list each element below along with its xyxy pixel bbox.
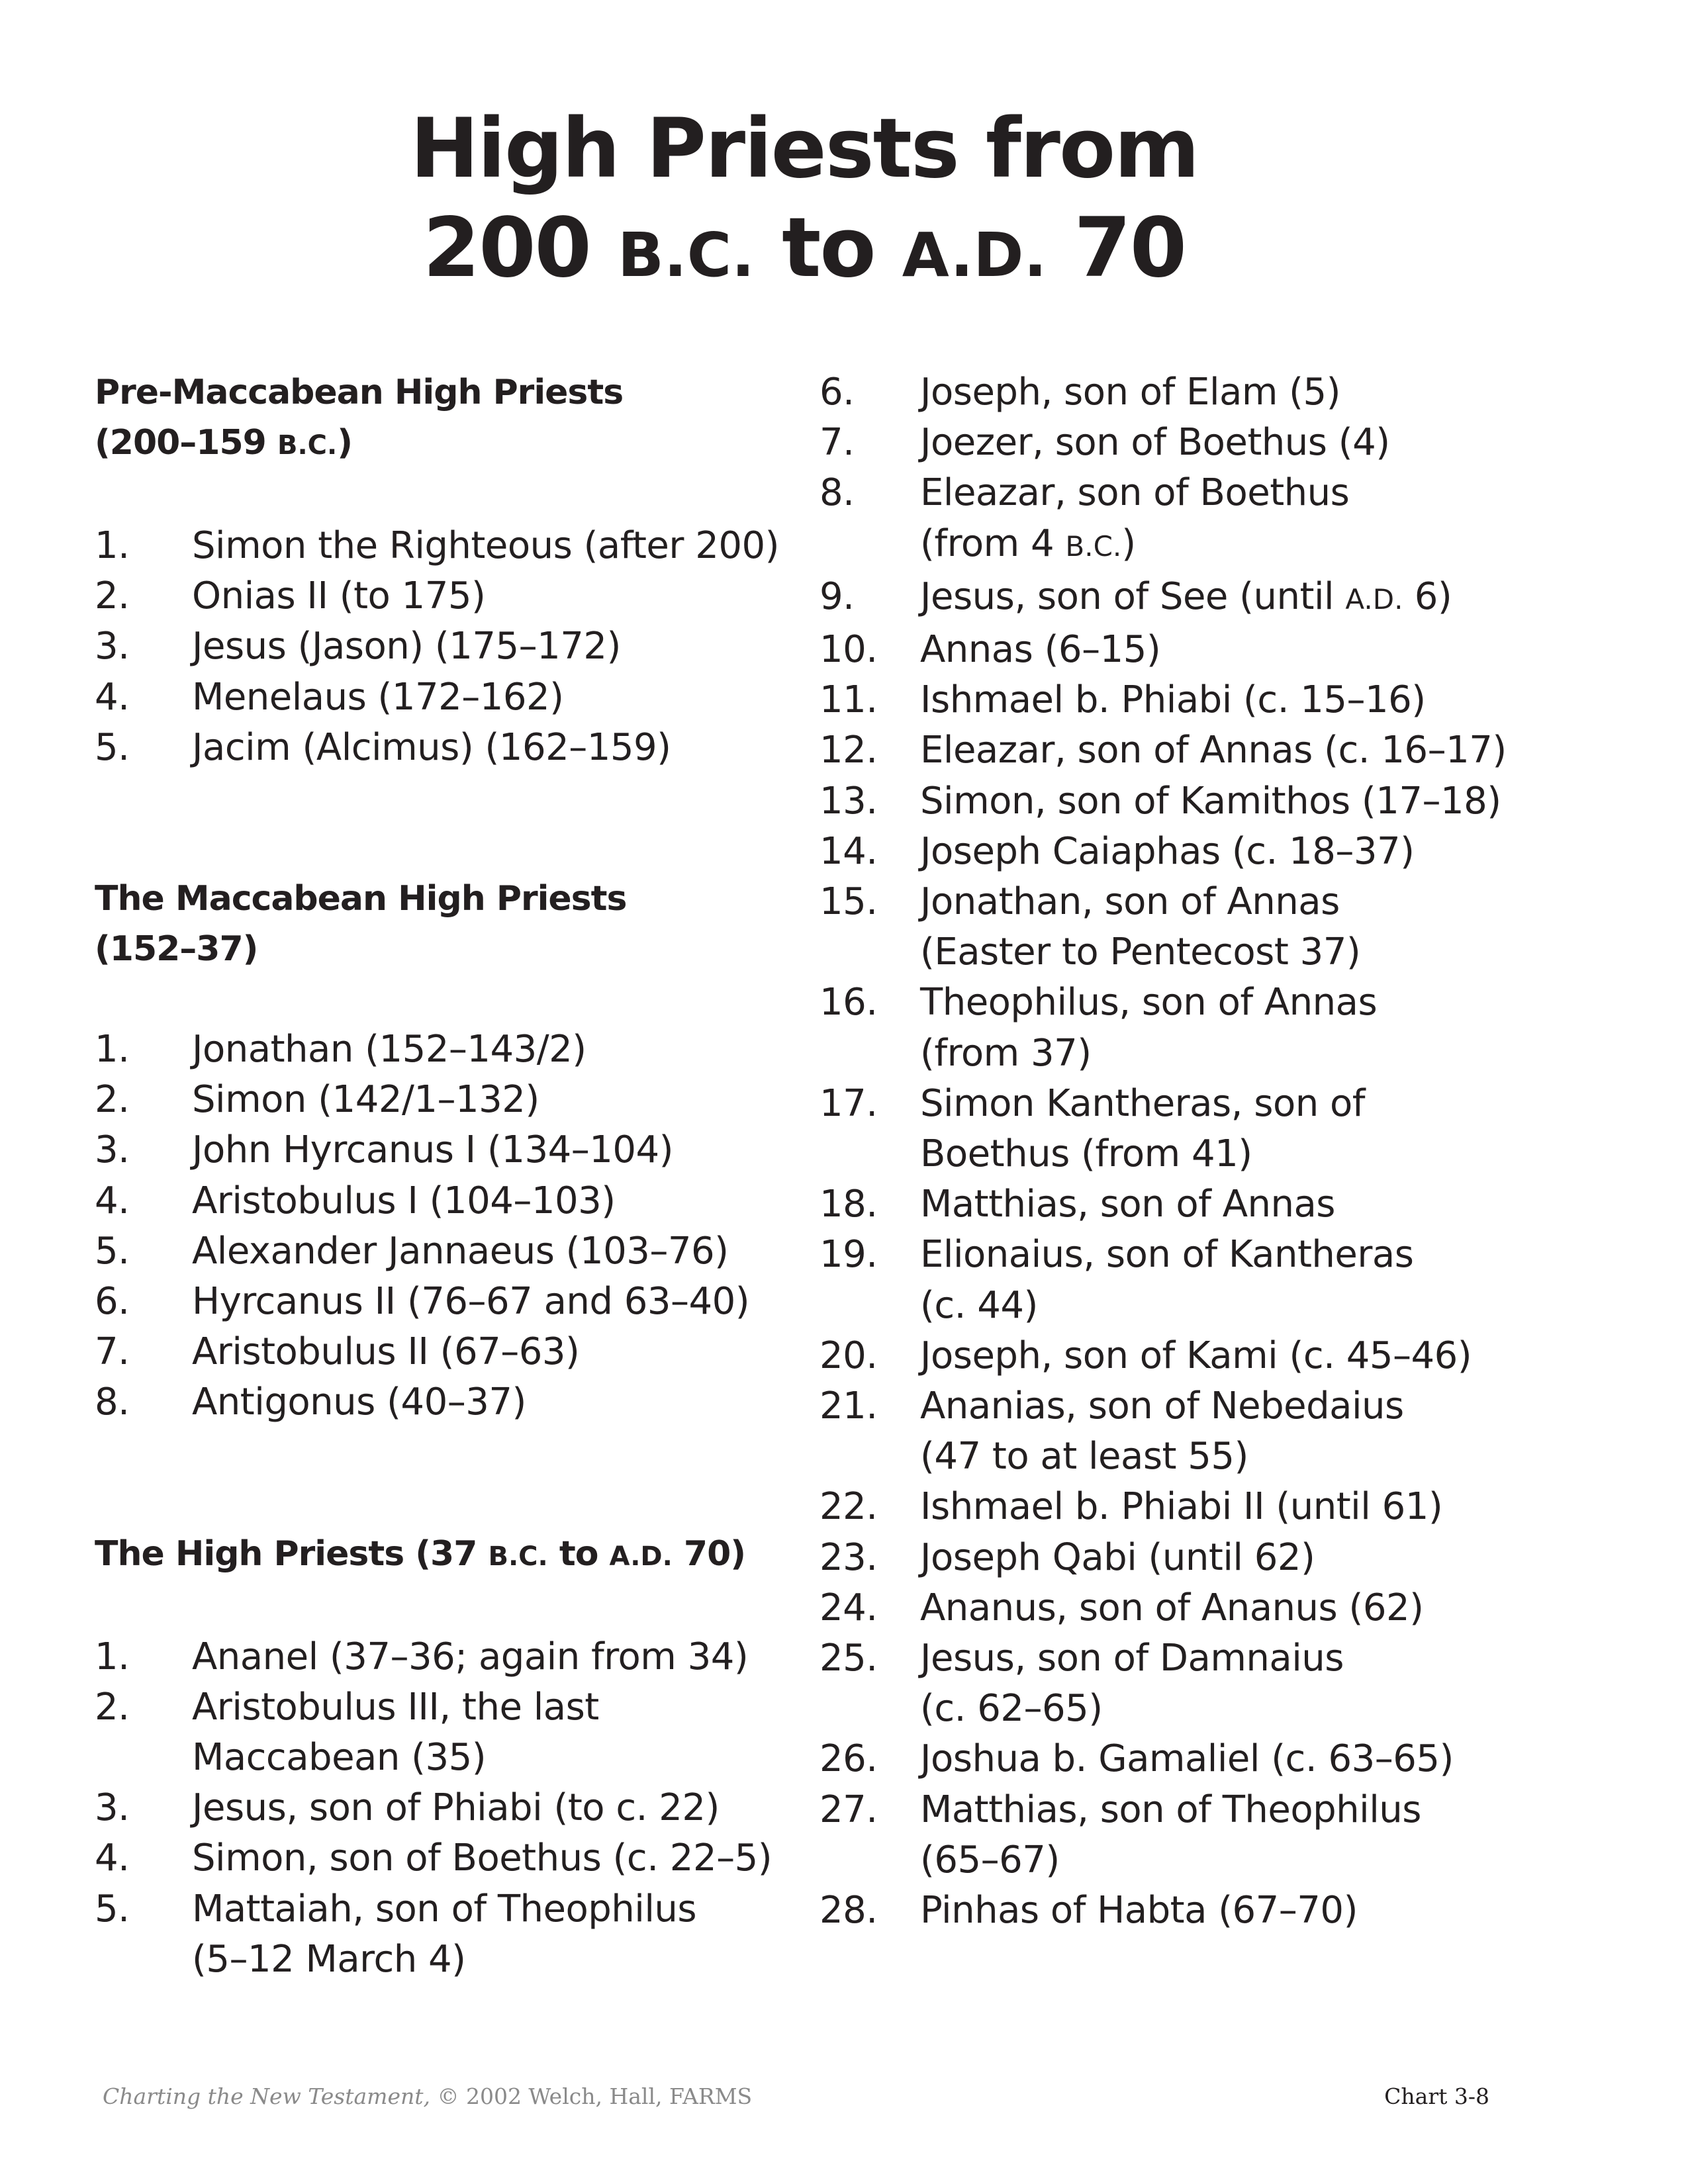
item-text (920, 978, 1594, 1078)
list-item (95, 1075, 796, 1125)
list-item (820, 978, 1594, 1078)
list-item (820, 725, 1594, 776)
item-number: 6. (95, 1280, 130, 1324)
footer-chart-number: Chart 3-8 (1384, 2083, 1489, 2109)
item-text-line-2: (from 37) (920, 1031, 1092, 1075)
title-to: to (754, 201, 902, 296)
item-text: Simon, son of Boethus (c. 22–5) (192, 1837, 773, 1880)
item-text: Pinhas of Habta (67–70) (920, 1889, 1358, 1933)
item-number: 1. (95, 524, 130, 567)
item-text (192, 1682, 796, 1783)
item-text-line-2: (65–67) (920, 1838, 1060, 1882)
list-item (820, 1785, 1594, 1886)
item-number: 5. (95, 1229, 130, 1273)
item-number: 25. (820, 1637, 878, 1680)
item-text: Alexander Jannaeus (103–76) (192, 1229, 729, 1273)
left-column (95, 367, 796, 1985)
item-number: 1. (95, 1635, 130, 1678)
item-text (920, 468, 1594, 571)
item-text (920, 1785, 1594, 1886)
item-text: Menelaus (172–162) (192, 675, 564, 719)
item-text-line-2: Maccabean (35) (192, 1736, 487, 1780)
list-item (95, 1833, 796, 1884)
item-number: 24. (820, 1586, 878, 1629)
list-item (820, 1633, 1594, 1734)
heading-bc: B.C. (277, 430, 338, 461)
item-text-line-1: Mattaiah, son of Theophilus (192, 1887, 697, 1931)
item-text (920, 877, 1594, 978)
item-number: 7. (95, 1330, 130, 1374)
list-item (95, 1783, 796, 1833)
item-number: 16. (820, 981, 878, 1024)
item-text: Jesus, son of Phiabi (to c. 22) (192, 1786, 720, 1830)
item-ad: A.D. (1345, 582, 1403, 615)
item-text: Simon the Righteous (after 200) (192, 524, 779, 567)
item-text: Hyrcanus II (76–67 and 63–40) (192, 1280, 750, 1324)
item-text: Joezer, son of Boethus (4) (920, 421, 1390, 465)
pre-maccabean-list (95, 521, 796, 773)
list-item (820, 1331, 1594, 1381)
item-text: Aristobulus I (104–103) (192, 1179, 616, 1222)
item-text-line-1: Jesus, son of Damnaius (920, 1637, 1344, 1680)
item-text-line-2: (47 to at least 55) (920, 1435, 1248, 1479)
item-text: Simon (142/1–132) (192, 1078, 539, 1122)
list-item (820, 1533, 1594, 1583)
heading-line-2: (152–37) (95, 929, 258, 970)
list-item (820, 1583, 1594, 1633)
list-item (95, 1125, 796, 1175)
item-text-line-1: Simon Kantheras, son of (920, 1081, 1365, 1125)
list-item (95, 1176, 796, 1226)
item-text: Joseph, son of Elam (5) (920, 371, 1340, 414)
item-text-line-1: Ananias, son of Nebedaius (920, 1385, 1404, 1428)
list-item (820, 1179, 1594, 1230)
list-item (820, 1079, 1594, 1179)
list-item (820, 1734, 1594, 1784)
section-high-priests (95, 1529, 796, 1985)
item-number: 4. (95, 1179, 130, 1222)
item-text-part: Jesus, son of See (until (920, 574, 1346, 618)
item-text-line-2: (c. 44) (920, 1283, 1038, 1327)
item-number: 4. (95, 675, 130, 719)
item-number: 3. (95, 625, 130, 668)
item-text: Matthias, son of Annas (920, 1183, 1335, 1226)
section-heading-pre-maccabean (95, 367, 796, 471)
item-number: 3. (95, 1128, 130, 1172)
heading-close: ) (337, 423, 352, 463)
list-item (820, 1482, 1594, 1532)
heading-line-2 (95, 418, 796, 471)
item-number: 17. (820, 1081, 878, 1125)
heading-line-1: Pre-Maccabean High Priests (95, 373, 624, 412)
item-text-line-2: (from 4 (920, 522, 1066, 565)
list-item (95, 672, 796, 723)
section-maccabean (95, 874, 796, 1428)
item-text-line-1: Elionaius, son of Kantheras (920, 1233, 1414, 1277)
list-item (820, 776, 1594, 827)
item-text: Joseph Qabi (until 62) (920, 1535, 1315, 1579)
list-item (820, 418, 1594, 468)
item-text: Ishmael b. Phiabi II (until 61) (920, 1485, 1443, 1529)
item-number: 14. (820, 829, 878, 873)
item-text: Joseph Caiaphas (c. 18–37) (920, 829, 1415, 873)
item-number: 2. (95, 1078, 130, 1122)
list-item (95, 1377, 796, 1428)
item-number: 5. (95, 725, 130, 769)
list-item (95, 571, 796, 621)
item-number: 8. (820, 471, 855, 515)
item-text: Jacim (Alcimus) (162–159) (192, 725, 671, 769)
list-item (95, 1226, 796, 1277)
item-text: Ananel (37–36; again from 34) (192, 1635, 749, 1678)
item-number: 22. (820, 1485, 878, 1529)
list-item (820, 625, 1594, 675)
list-item (820, 675, 1594, 725)
title-bc: B.C. (617, 220, 755, 291)
list-item (95, 723, 796, 773)
right-column (820, 367, 1594, 1936)
heading-line-1: The Maccabean High Priests (95, 879, 627, 919)
list-item (95, 1327, 796, 1377)
item-number: 8. (95, 1381, 130, 1424)
item-number: 5. (95, 1887, 130, 1931)
title-line-2 (0, 199, 1609, 305)
item-text-line-1: Jonathan, son of Annas (920, 880, 1340, 924)
item-number: 20. (820, 1334, 878, 1377)
list-item (820, 1381, 1594, 1482)
item-text: Annas (6–15) (920, 628, 1161, 672)
item-number: 21. (820, 1385, 878, 1428)
heading-ad: A.D. (609, 1541, 673, 1572)
heading-part: The High Priests (37 (95, 1533, 489, 1574)
heading-part: 70) (672, 1533, 746, 1574)
section-pre-maccabean (95, 367, 796, 773)
item-number: 18. (820, 1183, 878, 1226)
item-number: 23. (820, 1535, 878, 1579)
item-text-line-1: Matthias, son of Theophilus (920, 1788, 1421, 1831)
item-number: 27. (820, 1788, 878, 1831)
item-text (192, 1884, 796, 1985)
section-heading-high-priests (95, 1529, 796, 1582)
item-text-line-2: (Easter to Pentecost 37) (920, 931, 1361, 974)
item-text-part: 6) (1403, 574, 1452, 618)
title-line-1: High Priests from (410, 101, 1199, 197)
item-number: 28. (820, 1889, 878, 1933)
item-number: 3. (95, 1786, 130, 1830)
list-item (820, 1230, 1594, 1330)
high-priests-list-right (820, 367, 1594, 1936)
high-priests-list-left (95, 1632, 796, 1985)
list-item (820, 1886, 1594, 1936)
item-text: Joshua b. Gamaliel (c. 63–65) (920, 1737, 1454, 1781)
list-item (95, 521, 796, 571)
item-text (920, 1079, 1594, 1179)
heading-bc: B.C. (488, 1541, 548, 1572)
item-text: Antigonus (40–37) (192, 1381, 526, 1424)
list-item (95, 1682, 796, 1783)
list-item (820, 827, 1594, 877)
item-number: 19. (820, 1233, 878, 1277)
item-number: 2. (95, 574, 130, 618)
footer-source-title: Charting the New Testament, (103, 2083, 430, 2109)
item-text (920, 1633, 1594, 1734)
page-title (0, 99, 1609, 305)
footer-copyright: © 2002 Welch, Hall, FARMS (430, 2083, 753, 2109)
item-number: 2. (95, 1685, 130, 1729)
list-item (95, 1277, 796, 1327)
item-close: ) (1121, 522, 1136, 565)
list-item (95, 621, 796, 672)
item-number: 12. (820, 729, 878, 772)
item-text: John Hyrcanus I (134–104) (192, 1128, 673, 1172)
item-text-line-1: Eleazar, son of Boethus (920, 471, 1350, 515)
item-text: Ishmael b. Phiabi (c. 15–16) (920, 678, 1426, 722)
item-text: Eleazar, son of Annas (c. 16–17) (920, 729, 1507, 772)
list-item (95, 1632, 796, 1682)
heading-part: to (547, 1533, 610, 1574)
list-item (820, 367, 1594, 418)
title-year-start: 200 (422, 201, 618, 296)
item-number: 9. (820, 574, 855, 618)
item-bc: B.C. (1065, 529, 1122, 563)
list-item (95, 1024, 796, 1075)
title-year-end: 70 (1047, 201, 1186, 296)
item-text (920, 572, 1594, 625)
list-item (820, 468, 1594, 571)
item-number: 6. (820, 371, 855, 414)
item-text: Ananus, son of Ananus (62) (920, 1586, 1424, 1629)
item-text-line-1: Theophilus, son of Annas (920, 981, 1378, 1024)
item-number: 10. (820, 628, 878, 672)
item-text-line-2: (c. 62–65) (920, 1687, 1103, 1731)
item-number: 7. (820, 421, 855, 465)
item-text-line-2: (5–12 March 4) (192, 1937, 466, 1981)
item-text (920, 1381, 1594, 1482)
item-text-line-2: Boethus (from 41) (920, 1132, 1252, 1176)
item-number: 4. (95, 1837, 130, 1880)
item-text: Jesus (Jason) (175–172) (192, 625, 621, 668)
title-ad: A.D. (902, 220, 1047, 291)
heading-date: (200–159 (95, 423, 277, 463)
item-text: Jonathan (152–143/2) (192, 1028, 586, 1071)
item-text-line-1: Aristobulus III, the last (192, 1685, 599, 1729)
item-text: Onias II (to 175) (192, 574, 486, 618)
footer-credit (103, 2083, 752, 2109)
list-item (820, 877, 1594, 978)
list-item (820, 572, 1594, 625)
item-text: Simon, son of Kamithos (17–18) (920, 779, 1501, 823)
item-number: 26. (820, 1737, 878, 1781)
item-number: 13. (820, 779, 878, 823)
item-number: 11. (820, 678, 878, 722)
item-number: 15. (820, 880, 878, 924)
item-text (920, 1230, 1594, 1330)
section-heading-maccabean (95, 874, 796, 974)
item-number: 1. (95, 1028, 130, 1071)
maccabean-list (95, 1024, 796, 1428)
item-text: Aristobulus II (67–63) (192, 1330, 580, 1374)
item-text: Joseph, son of Kami (c. 45–46) (920, 1334, 1472, 1377)
list-item (95, 1884, 796, 1985)
